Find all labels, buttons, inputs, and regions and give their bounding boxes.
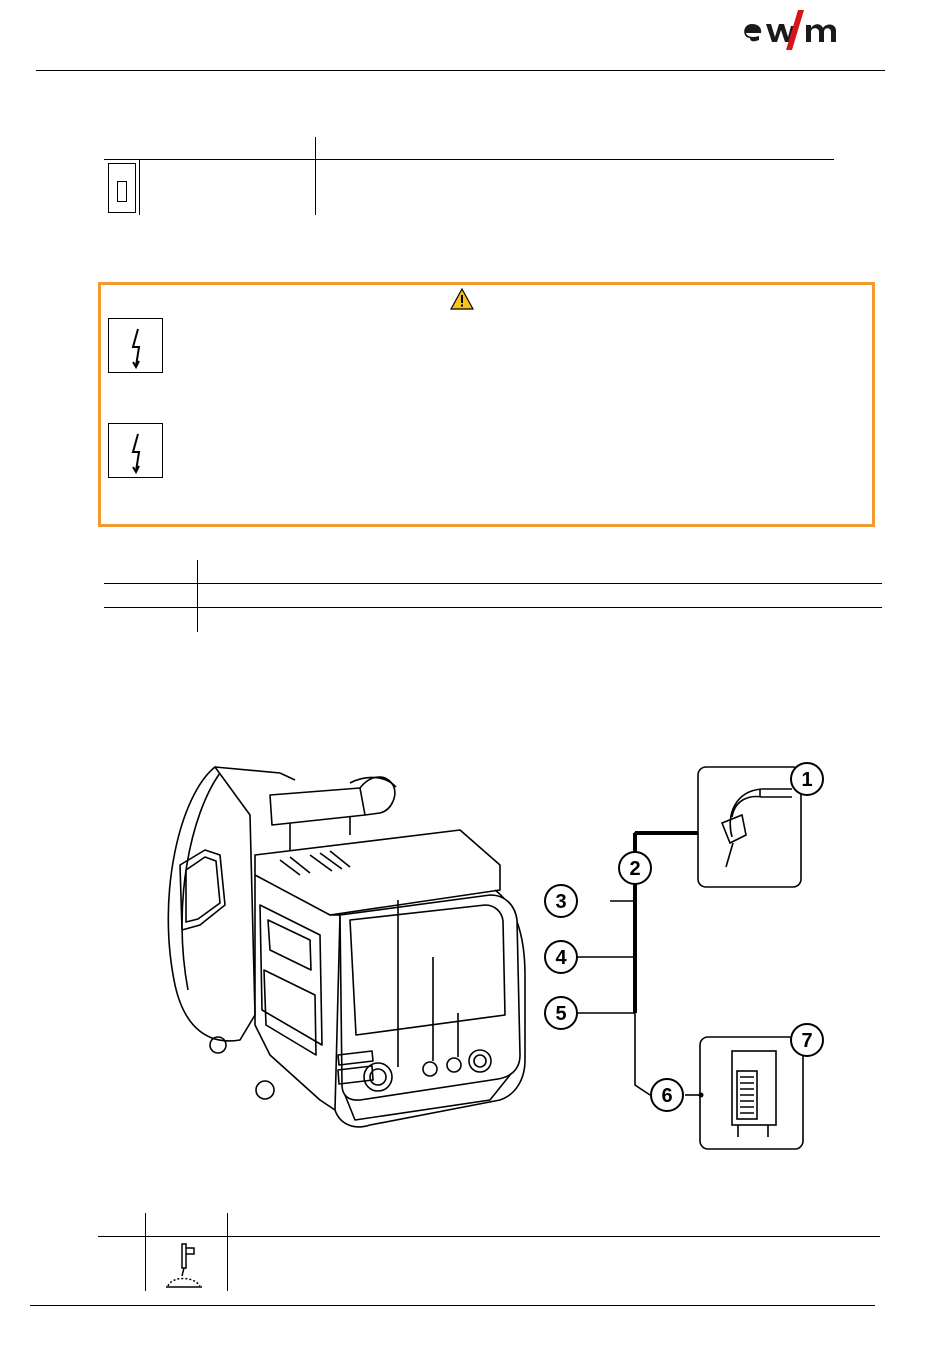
table-column-divider [145,1213,146,1291]
table-row-rule [104,607,882,608]
wire-feeder-connection-diagram [160,755,840,1185]
header-rule [36,70,885,71]
svg-text:7: 7 [801,1030,813,1052]
table-header-rule [104,159,834,160]
mig-torch-icon [160,1238,208,1290]
table-icon-divider [139,159,140,215]
ewm-logo [740,8,868,52]
svg-text:1: 1 [801,769,813,791]
electric-shock-icon [108,318,163,373]
table-column-divider [197,560,198,632]
table-column-divider [315,137,316,215]
footer-rule [30,1305,875,1306]
svg-text:3: 3 [555,891,567,913]
danger-warning-box [98,282,875,527]
svg-text:2: 2 [629,858,641,880]
svg-text:6: 6 [661,1085,673,1107]
svg-text:5: 5 [555,1003,567,1025]
warning-triangle-icon [450,288,474,310]
table-column-divider [227,1213,228,1291]
switch-symbol-icon [108,163,136,213]
table-header-rule [98,1236,880,1237]
table-row-rule [104,583,882,584]
svg-text:4: 4 [555,947,567,969]
electric-shock-icon [108,423,163,478]
